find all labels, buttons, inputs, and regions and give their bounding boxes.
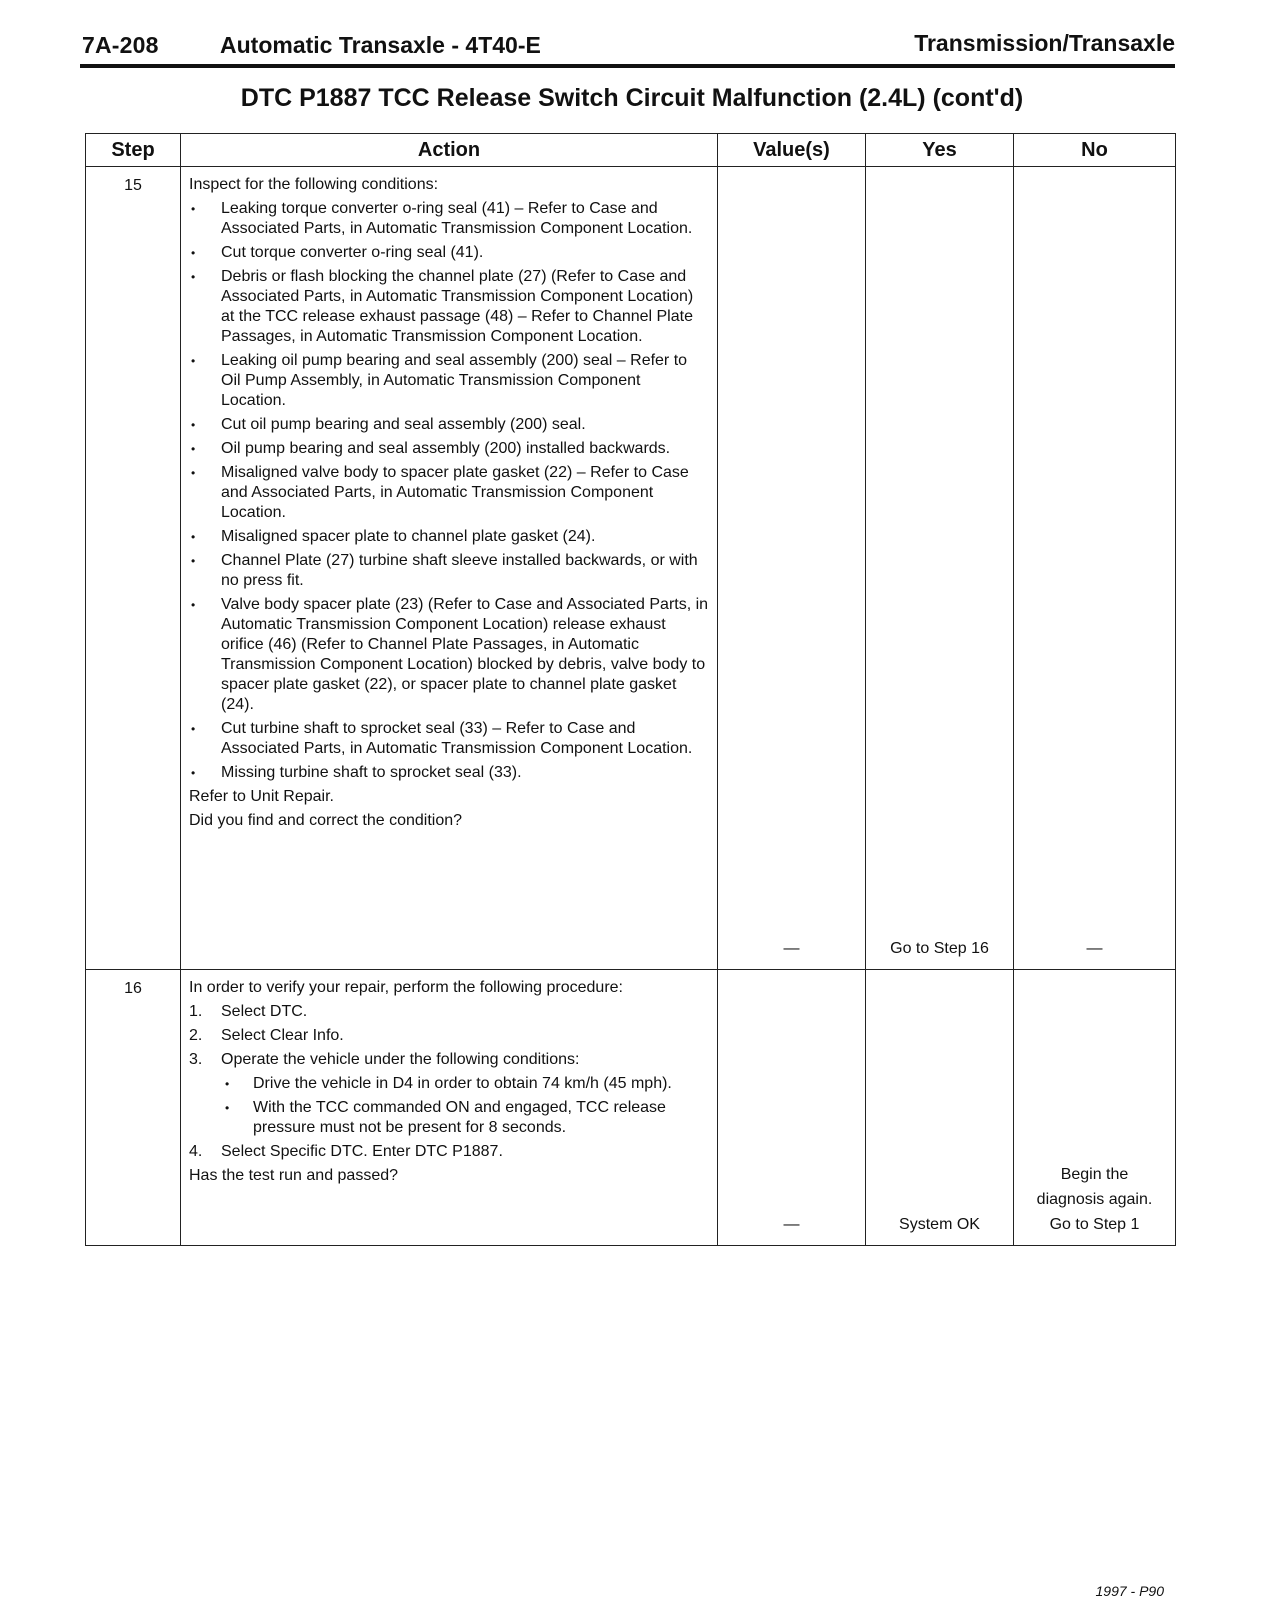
step-text: Select Specific DTC. Enter DTC P1887. — [221, 1143, 503, 1160]
condition-list — [189, 199, 709, 783]
list-item — [189, 1050, 709, 1138]
list-item: • Leaking torque converter o-ring seal (41) – Refer to Case and Associated Parts, in Automatic Transmission Component Location. — [189, 199, 709, 239]
yes-cell: System OK — [866, 970, 1014, 1246]
list-item — [189, 1026, 709, 1046]
no-cell — [1014, 970, 1176, 1246]
list-item: • Debris or flash blocking the channel plate (27) (Refer to Case and Associated Parts, in Automatic Transmission Component Location) at the TCC release exhaust passage (48) – Refer to Channel Plate Passages, in Automatic Transmission Component Location. — [189, 267, 709, 347]
list-item: • With the TCC commanded ON and engaged, TCC release pressure must not be present for 8 seconds. — [221, 1098, 709, 1138]
header-action: Action — [181, 134, 718, 167]
step-text: Select Clear Info. — [221, 1027, 344, 1044]
action-cell — [181, 167, 718, 970]
action-note: Refer to Unit Repair. — [189, 788, 334, 805]
list-item: • Cut oil pump bearing and seal assembly (200) seal. — [189, 415, 709, 435]
action-question: Did you find and correct the condition? — [189, 812, 463, 829]
action-intro: Inspect for the following conditions: — [189, 176, 439, 193]
no-line: diagnosis again. — [1036, 1191, 1153, 1208]
list-item: • Misaligned spacer plate to channel plate gasket (24). — [189, 527, 709, 547]
header-step: Step — [86, 134, 181, 167]
page-title: DTC P1887 TCC Release Switch Circuit Malfunction (2.4L) (cont'd) — [240, 84, 1024, 112]
table-header-row — [86, 134, 1176, 167]
list-item: • Missing turbine shaft to sprocket seal (33). — [189, 763, 709, 783]
list-item: • Oil pump bearing and seal assembly (200) installed backwards. — [189, 439, 709, 459]
procedure-list — [189, 1002, 709, 1162]
condition-sublist — [221, 1074, 709, 1138]
page-number: 7A-208 — [82, 32, 159, 58]
step-number: 15 — [86, 167, 181, 970]
action-cell — [181, 970, 718, 1246]
table-row-step-16 — [86, 970, 1176, 1246]
no-line: Go to Step 1 — [1049, 1216, 1140, 1233]
list-item: • Leaking oil pump bearing and seal assembly (200) seal – Refer to Oil Pump Assembly, in Automatic Transmission Component Location. — [189, 351, 709, 411]
step-text: Select DTC. — [221, 1003, 308, 1020]
step-text: Operate the vehicle under the following conditions: — [221, 1051, 580, 1068]
list-item: • Valve body spacer plate (23) (Refer to Case and Associated Parts, in Automatic Transmission Component Location) release exhaust orifice (46) (Refer to Channel Plate Passages, in Automatic Transmission Component Location) blocked by debris, valve body to spacer plate gasket (22), or spacer plate to channel plate gasket (24). — [189, 595, 709, 715]
no-cell: — — [1014, 167, 1176, 970]
list-item — [189, 1002, 709, 1022]
list-item: • Cut torque converter o-ring seal (41). — [189, 243, 709, 263]
list-item — [189, 1142, 709, 1162]
list-item: • Channel Plate (27) turbine shaft sleeve installed backwards, or with no press fit. — [189, 551, 709, 591]
action-question: Has the test run and passed? — [189, 1167, 399, 1184]
list-item: • Cut turbine shaft to sprocket seal (33) – Refer to Case and Associated Parts, in Automatic Transmission Component Location. — [189, 719, 709, 759]
table-row-step-15 — [86, 167, 1176, 970]
list-item: • Drive the vehicle in D4 in order to obtain 74 km/h (45 mph). — [221, 1074, 709, 1094]
no-line: Begin the — [1060, 1166, 1129, 1183]
value-cell: — — [718, 167, 866, 970]
value-cell: — — [718, 970, 866, 1246]
diagnostic-table — [85, 133, 1176, 1246]
step-index: 1. — [189, 1003, 203, 1020]
yes-cell: Go to Step 16 — [866, 167, 1014, 970]
page-footer: 1997 - P90 — [1095, 1583, 1164, 1599]
header-yes: Yes — [866, 134, 1014, 167]
step-index: 2. — [189, 1027, 203, 1044]
header-no: No — [1014, 134, 1176, 167]
step-index: 4. — [189, 1143, 203, 1160]
document-title: Automatic Transaxle - 4T40-E — [220, 32, 541, 58]
header-values: Value(s) — [718, 134, 866, 167]
page-header — [80, 28, 1175, 68]
step-index: 3. — [189, 1051, 203, 1068]
section-title: Transmission/Transaxle — [914, 30, 1175, 56]
list-item: • Misaligned valve body to spacer plate gasket (22) – Refer to Case and Associated Parts, in Automatic Transmission Component Location. — [189, 463, 709, 523]
step-number: 16 — [86, 970, 181, 1246]
action-intro: In order to verify your repair, perform the following procedure: — [189, 979, 623, 996]
